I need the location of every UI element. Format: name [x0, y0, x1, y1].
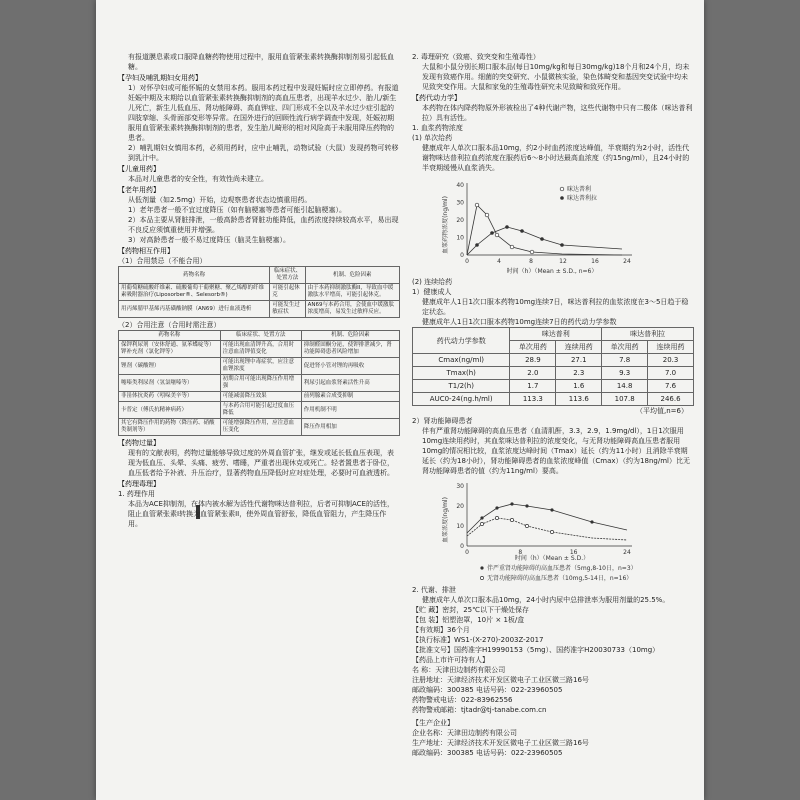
- table-row: [119, 284, 400, 301]
- pk-multi-dose: (2) 连续给药: [412, 278, 453, 286]
- pharmacology-heading: 【药理毒理】: [118, 480, 160, 488]
- interaction-sub-2: （2）合用注意（合用时需注意）: [118, 321, 221, 329]
- tick-label: 10: [456, 234, 464, 242]
- elderly-item-2: 2）本品主要从肾脏排泄，一般高龄患者肾脏功能降低，血药浓度持续较高水平，易出现不良反应须慎重使用并增强。: [128, 216, 399, 234]
- pk-parameter-table: [412, 327, 694, 406]
- table-cell: 利尿引起血浆肾素活性升高: [301, 375, 399, 392]
- pk-cell: 14.8: [602, 380, 648, 393]
- tick-label: 8: [518, 549, 523, 556]
- pk-heading: 【药代动力学】: [412, 94, 461, 102]
- pk-subheader: 连续用药: [556, 341, 602, 354]
- table-cell: 锂剂（碳酸锂）: [119, 358, 221, 375]
- pk-subheader: 单次用药: [510, 341, 556, 354]
- pk-cell: T1/2(h): [413, 380, 510, 393]
- pk-single-text: 健康成年人单次口服本品10mg，约2小时血药浓度达峰值，半衰期约为2小时，活性代谢物咪达普利拉血药浓度在服药后6～8小时达最高血浓度（约15ng/ml），且24小时的半衰期缓慢从血浆消失。: [422, 144, 690, 172]
- tick-label: 4: [497, 258, 501, 265]
- table-cell: 作用机制不明: [301, 402, 399, 419]
- manufacturer-address: 生产地址：天津经济技术开发区微电子工业区微三路16号: [412, 739, 589, 747]
- table-cell: 抑制醛固酮分泌，使钾排泄减少，肾功能障碍患者风险增加: [301, 341, 399, 358]
- pk-row: [413, 354, 694, 367]
- single-dose-chart: [442, 175, 642, 275]
- pk-table-caption: 健康成年人1日1次口服本药物10mg连续7日的药代动力学参数: [422, 318, 617, 326]
- pk-cell: 28.9: [510, 354, 556, 367]
- table-cell: 可能增强降压作用，应注意血压变化: [220, 419, 301, 436]
- table-header: 药物名称: [119, 267, 270, 284]
- pk-cell: 7.0: [648, 367, 694, 380]
- pk-cell: 107.8: [602, 393, 648, 406]
- table-header: 机制、危险因素: [301, 331, 399, 341]
- pk-cell: 1.7: [510, 380, 556, 393]
- pk-cell: 20.3: [648, 354, 694, 367]
- table-cell: 用丙烯腈甲基烯丙基磺酸钠膜（AN69）进行血液透析: [119, 301, 270, 318]
- table-cell: 非甾体抗炎药（吲哚美辛等）: [119, 392, 221, 402]
- tick-label: 24: [623, 549, 631, 556]
- overdose-heading: 【药物过量】: [118, 439, 160, 447]
- chart1-xlabel: 时间（h）（Mean ± S.D., n=6）: [506, 268, 598, 275]
- table-header: 机制、危险因素: [305, 267, 399, 284]
- chart2-legend-2: 无肾功能障碍的高血压患者（10mg,5-14日，n=16）: [487, 575, 633, 582]
- table-row: [119, 392, 400, 402]
- pregnancy-heading: 【孕妇及哺乳期妇女用药】: [118, 74, 202, 82]
- pk-subheader: 连续用药: [648, 341, 694, 354]
- table-cell: 保钾利尿剂（安体舒通、氨苯蝶啶等）钾补充剂（氯化钾等）: [119, 341, 221, 358]
- storage: 【贮 藏】密封，25℃以下干燥处保存: [412, 606, 529, 614]
- tick-label: 0: [465, 258, 469, 265]
- table-cell: 可能发生过敏症状: [270, 301, 305, 318]
- manufacturer-name: 企业名称：天津田边制药有限公司: [412, 729, 517, 737]
- table-header: 临床症状、处置方法: [220, 331, 301, 341]
- chart1-ylabel: 血浆药物浓度(ng/ml): [442, 196, 449, 254]
- table-row: [119, 419, 400, 436]
- table-cell: 用葡萄糖硫酸纤维素、硫酸葡萄干葡聚糖、聚乙烯醇的纤维素吸附器治疗(Liposorber®、Selesorb®): [119, 284, 270, 301]
- children-heading: 【儿童用药】: [118, 165, 160, 173]
- tick-label: 12: [559, 258, 567, 265]
- elderly-heading: 【老年用药】: [118, 186, 160, 194]
- table-header: 药物名称: [119, 331, 221, 341]
- validity: 【有效期】36个月: [412, 626, 470, 634]
- table-cell: 卡普定（傅氏抗精神病药）: [119, 402, 221, 419]
- table-row: [119, 301, 400, 318]
- tick-label: 16: [591, 258, 599, 265]
- intro-paragraph: 有报道膜息素或口服降血糖药物使用过程中，服用血管紧张素转换酶抑制剂易引起低血糖。: [128, 53, 394, 71]
- toxicology-text: 大鼠和小鼠分别长期口服本品(每日10mg/kg和每日30mg/kg)18个月和24个月，均未发现有致癌作用。细菌的突变研究、小鼠微核实验，染色体畸变和基因突变试验中均未见致突变作用。大鼠和家兔的生殖毒性研究未见致畸和致死作用。: [422, 63, 690, 91]
- pk-cell: 2.3: [556, 367, 602, 380]
- table-cell: 促进肾小管对锂的再吸收: [301, 358, 399, 375]
- table-cell: 可能出现血清钾升高，合用时注意血清钾值变化: [220, 341, 301, 358]
- pregnancy-item-2: 2）哺乳期妇女慎用本药，必须用药时，应中止哺乳，动物试验（大鼠）发现药物可转移到乳汁中。: [128, 144, 399, 162]
- table-cell: 可能减弱降压效果: [220, 392, 301, 402]
- tick-label: 30: [456, 199, 464, 207]
- pk-cell: 246.6: [648, 393, 694, 406]
- pk-intro: 本药物在体内降药物原外形被检出了4种代谢产物，这些代谢物中只有二酸体（咪达普利拉）具有活性。: [422, 104, 693, 122]
- table-row: [119, 402, 400, 419]
- approval-number: 【批准文号】国药准字H19990153（5mg）、国药准字H20030733（10mg）: [412, 646, 660, 654]
- holder-pv-tel: 药物警戒电话：022-83962556: [412, 696, 513, 704]
- pk-single-dose: (1) 单次给药: [412, 134, 453, 142]
- elderly-item-1: 1）老年患者一般不宜过度降压（如有脑梗塞等患者可能引起脑梗塞）。: [128, 206, 346, 214]
- pk-col-drug: 咪达普利: [510, 328, 602, 341]
- pk-cell: 7.6: [648, 380, 694, 393]
- tick-label: 30: [456, 483, 464, 490]
- interaction-heading: 【药物相互作用】: [118, 247, 174, 255]
- pk-cell: Cmax(ng/ml): [413, 354, 510, 367]
- renal-chart: [442, 478, 642, 583]
- table-cell: 初期合用可能出现降压作用增强: [220, 375, 301, 392]
- elderly-item-3: 3）对高龄患者一般不易过度降压（脑灵生脑梗塞）。: [128, 236, 290, 244]
- table-row: [119, 341, 400, 358]
- overdose-text: 现有的文献表明，药物过量能够导致过度的外周血管扩张，继发或延长低血压表现，表现为低血压、头晕、头痛、疲劳、嗜睡，严重者出现休克或死亡。轻者置患者于卧位，血压低者给予补液、升压治疗，显著药物血压降低时应对症处理，必要时可血液透析。: [128, 449, 394, 477]
- toxicology-heading: 2. 毒理研究（致癌、致突变和生殖毒性）: [412, 53, 540, 61]
- pk-sub-1: 1. 血浆药物浓度: [412, 124, 463, 132]
- pk-cell: 9.3: [602, 367, 648, 380]
- pk-cell: 1.6: [556, 380, 602, 393]
- tick-label: 24: [623, 258, 631, 265]
- children-text: 本品对儿童患者的安全性，有效性尚未建立。: [128, 175, 268, 183]
- right-column: [412, 52, 694, 758]
- pk-cell: 113.6: [556, 393, 602, 406]
- table-row: [119, 375, 400, 392]
- holder-heading: 【药品上市许可持有人】: [412, 656, 489, 664]
- metabolism-text: 健康成年人单次口服本品10mg，24小时内尿中总排泄率为服用剂量的25.5%。: [422, 596, 670, 604]
- metabolism-heading: 2. 代谢、排泄: [412, 586, 456, 594]
- manufacturer-postcode: 邮政编码：300385 电话号码：022-23960505: [412, 749, 563, 757]
- package-insert-sheet: [96, 0, 704, 800]
- table-header: 临床症状、处置方法: [270, 267, 305, 284]
- pk-table-note: （平均值,n=6）: [636, 407, 688, 415]
- chart2-legend-1: 伴严重肾功能障碍的高血压患者（5mg,8-10日，n=3）: [487, 565, 637, 572]
- holder-postcode: 邮政编码：300385 电话号码：022-23960505: [412, 686, 563, 694]
- table-cell: 前列腺素合成受抑制: [301, 392, 399, 402]
- chart2-xlabel: 时间（h）（Mean ± S.D.）: [514, 555, 590, 562]
- tick-label: 20: [456, 503, 464, 510]
- pk-cell: 2.0: [510, 367, 556, 380]
- pk-row: [413, 367, 694, 380]
- pk-col-param: 药代动力学参数: [413, 328, 510, 354]
- pk-cell: 7.8: [602, 354, 648, 367]
- pharmacology-text: 本品为ACE抑制剂，在体内被水解为活性代谢物咪达普利拉，后者可抑制ACE的活性，阻止血管紧张素I转换为血管紧张素II，使外周血管舒张，降低血管阻力，产生降压作用。: [128, 500, 394, 528]
- tick-label: 40: [456, 182, 464, 189]
- pk-multi-text: 健康成年人1日1次口服本药物10mg连续7日，咪达普利拉的血浆浓度在3～5日趋于稳定状态。: [422, 298, 689, 316]
- pharmacology-sub: 1. 药理作用: [118, 490, 155, 498]
- table-cell: 与本药合用可能引起过度血压降低: [220, 402, 301, 419]
- caution-table: [118, 330, 400, 436]
- holder-pv-mail: 药物警戒邮箱：tjtadr@tj-tanabe.com.cn: [412, 706, 547, 714]
- table-cell: 可能出现锂中毒症状，应注意血锂浓度: [220, 358, 301, 375]
- left-column: [118, 52, 400, 529]
- holder-name: 名 称：天津田边制药有限公司: [412, 666, 506, 674]
- tick-label: 20: [456, 217, 464, 224]
- pk-col-metabolite: 咪达普利拉: [602, 328, 694, 341]
- tick-label: 10: [456, 523, 464, 530]
- table-cell: 由于本药抑制激肽酶II，导致血中缓激肽水平增高，可能引起休克。: [305, 284, 399, 301]
- table-row: [119, 358, 400, 375]
- pk-cell: 113.3: [510, 393, 556, 406]
- tick-label: 0: [460, 543, 464, 550]
- contraindication-table: [118, 266, 400, 318]
- holder-address: 注册地址：天津经济技术开发区微电子工业区微三路16号: [412, 676, 589, 684]
- package: 【包 装】铝塑泡罩，10片 × 1板/盒: [412, 616, 525, 624]
- table-cell: 降压作用相加: [301, 419, 399, 436]
- pk-cell: AUC0-24(ng.h/ml): [413, 393, 510, 406]
- chart1-legend-2: 咪达普利拉: [567, 195, 598, 202]
- tick-label: 0: [465, 549, 469, 556]
- tick-label: 16: [569, 549, 578, 556]
- tick-label: 8: [529, 258, 533, 265]
- table-cell: AN69与本药合用，会使血中缓激肽浓度增高，易发生过敏样反应。: [305, 301, 399, 318]
- pk-subheader: 单次用药: [602, 341, 648, 354]
- table-cell: 噻嗪类利尿剂（氢氯噻嗪等）: [119, 375, 221, 392]
- pk-row: [413, 380, 694, 393]
- pk-cell: Tmax(h): [413, 367, 510, 380]
- elderly-text: 从低剂量（如2.5mg）开始，边观察患者状态边慎重用药。: [128, 196, 312, 204]
- chart1-legend-1: 咪达普利: [567, 186, 592, 193]
- pk-healthy-adult: 1）健康成人: [412, 288, 452, 296]
- table-cell: 可能引起休克: [270, 284, 305, 301]
- chart2-ylabel: 血浆浓度(ng/ml): [442, 497, 449, 543]
- renal-heading: 2）肾功能障碍患者: [412, 417, 473, 425]
- manufacturer-heading: 【生产企业】: [412, 719, 454, 727]
- interaction-sub-1: （1）合用禁忌（不能合用）: [118, 257, 207, 265]
- pk-row: [413, 393, 694, 406]
- standard: 【执行标准】WS1-(X-270)-2003Z-2017: [412, 636, 544, 644]
- pk-cell: 27.1: [556, 354, 602, 367]
- pregnancy-item-1: 1）对怀孕妇或可能怀娠的女禁用本药。服用本药过程中发现妊娠时应立即停药。有报道妊娠中期及末期给以血管紧张素转换酶抑制剂的高血压患者，出现羊水过少、胎儿/新生儿死亡，新生儿低血压、肾功能障碍、高血钾症、四门形成不全以及羊水过少症引起的四肢挛缩、头骨面部变形等异常。在国外进行的回顾性流行病学调查中发现，妊娠初期服用血管紧张素转换酶抑制剂的患者，发生胎儿畸形的相对风险高于未服用降压药物的患者。: [128, 84, 399, 142]
- table-cell: 其它有降压作用的药物（降压药、硝酸类制剂等）: [119, 419, 221, 436]
- tick-label: 0: [460, 252, 464, 259]
- renal-text: 伴有严重肾功能障碍的高血压患者（血清肌酐，3.3，2.9，1.9mg/dl），1日1次服用10mg连续用药时，其血浆咪达普利拉的浓度变化，与无肾功能障碍高血压患者服用10mg的情况相比较，血浆浓度达峰时间（Tmax）延长（约为11小时）且消除半衰期延长（约为18小时），肾功能障碍患者的血浆浓度峰值（Cmax）（约为18ng/ml）比无肾功能障碍患者的值（约为11ng/ml）要高。: [422, 427, 690, 475]
